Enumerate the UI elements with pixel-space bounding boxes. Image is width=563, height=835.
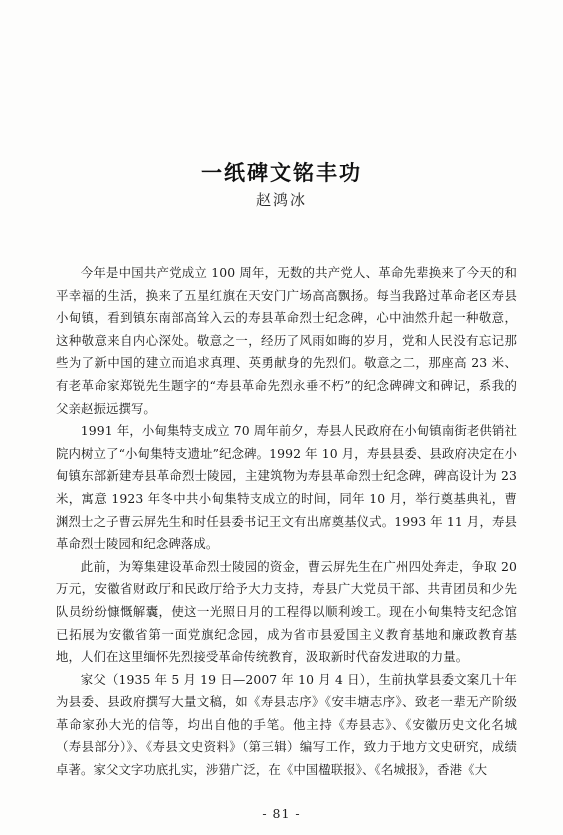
page-number: - 81 - [262, 806, 301, 821]
paragraph-2: 1991 年，小甸集特支成立 70 周年前夕，寿县人民政府在小甸镇南街老供销社院内树立了“小甸集特支遗址”纪念碑。1992 年 10 月，寿县县委、县政府决定在小甸镇东部新建寿县革命烈士陵园，主建筑物为寿县革命烈士纪念碑，碑高设计为 23 米，寓意 1923 年冬中共小甸集特支成立的时间，同年 10 月，举行奠基典礼，曹渊烈士之子曹云屏先生和时任县委书记王文有出席奠基仪式。1993 年 11 月，寿县革命烈士陵园和纪念碑落成。 [56, 423, 517, 552]
article-author: 赵鸿冰 [255, 191, 307, 209]
paragraph-1: 今年是中国共产党成立 100 周年，无数的共产党人、革命先辈换来了今天的和平幸福的生活，换来了五星红旗在天安门广场高高飘扬。每当我路过革命老区寿县小甸镇，看到镇东南部高耸入云的寿县革命烈士纪念碑，心中油然升起一种敬意，这种敬意来自内心深处。敬意之一，经历了风雨如晦的岁月，党和人民没有忘记那些为了新中国的建立而追求真理、英勇献身的先烈们。敬意之二，那座高 23 米、有老革命家郑锐先生题字的“寿县革命先烈永垂不朽”的纪念碑碑文和碑记，系我的父亲赵振远撰写。 [56, 265, 517, 416]
article-title: 一纸碑文铭丰功 [201, 161, 362, 185]
paragraph-3: 此前，为筹集建设革命烈士陵园的资金，曹云屏先生在广州四处奔走，争取 20 万元，安徽省财政厅和民政厅给予大力支持，寿县广大党员干部、共青团员和少先队员纷纷慷慨解囊，使这一光照日月的工程得以顺利竣工。现在小甸集特支纪念馆已拓展为安徽省第一面党旗纪念园，成为省市县爱国主义教育基地和廉政教育基地，人们在这里缅怀先烈接受革命传统教育，汲取新时代奋发进取的力量。 [56, 558, 517, 665]
article-body [56, 262, 517, 782]
paragraph-4: 家父（1935 年 5 月 19 日—2007 年 10 月 4 日），生前执掌县委文案几十年为县委、县政府撰写大量文稿，如《寿县志序》《安丰塘志序》、致老一辈无产阶级革命家孙大光的信等，均出自他的手笔。他主持《寿县志》、《安徽历史文化名城（寿县部分）》、《寿县文史资料》（第三辑）编写工作，致力于地方文史研究，成绩卓著。家父文字功底扎实，涉猎广泛，在《中国楹联报》、《名城报》，香港《大 [56, 671, 517, 778]
